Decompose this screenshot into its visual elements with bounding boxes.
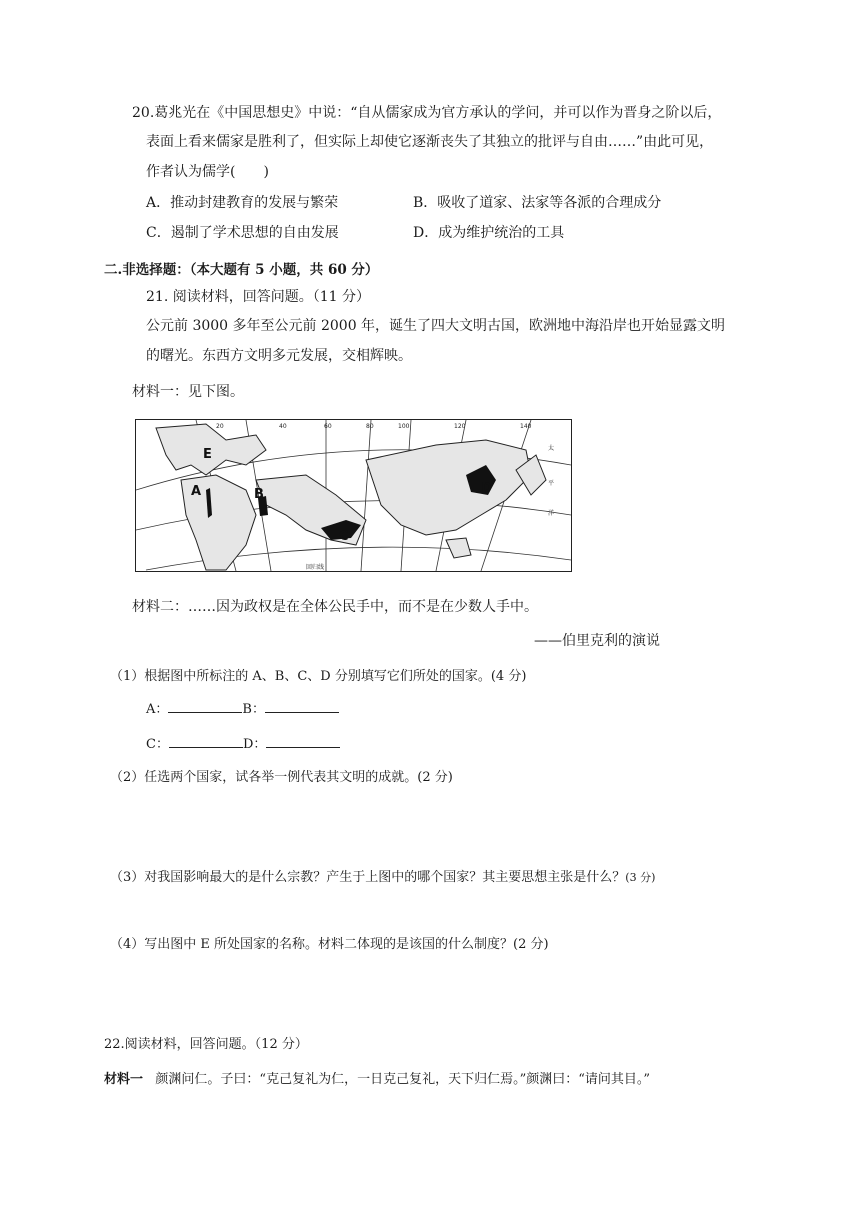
q20-stem-line2: 表面上看来儒家是胜利了，但实际上却使它逐渐丧失了其独立的批评与自由……”由此可见， <box>146 134 714 150</box>
q21-sub3-text: （3）对我国影响最大的是什么宗教？产生于上图中的哪个国家？其主要思想主张是什么？ <box>110 870 626 885</box>
blank-a-label: A： <box>146 702 169 717</box>
blank-d-label: D： <box>242 737 267 752</box>
blank-b-label: B： <box>242 702 265 717</box>
map-longitude-120: 120 <box>454 423 466 430</box>
map-label-a: A <box>191 484 202 499</box>
map-longitude-100: 100 <box>398 423 410 430</box>
q21-sub1: （1）根据图中所标注的 A、B、C、D 分别填写它们所处的国家。(4 分) <box>110 669 527 684</box>
blank-b-line[interactable] <box>265 700 339 713</box>
material-two-source: ——伯里克利的演说 <box>534 633 660 649</box>
q20-option-c[interactable]: C．遏制了学术思想的自由发展 <box>146 225 339 241</box>
civilizations-map <box>135 419 572 572</box>
q21-sub4: （4）写出图中 E 所处国家的名称。材料二体现的是该国的什么制度？(2 分) <box>110 937 549 952</box>
map-label-e: E <box>203 447 212 462</box>
blank-a-line[interactable] <box>168 700 242 713</box>
map-ocean-1: 太 <box>548 445 555 452</box>
map-longitude-40: 40 <box>279 423 287 430</box>
map-longitude-140: 140 <box>520 423 532 430</box>
map-label-c: C <box>339 529 349 544</box>
map-label-b: B <box>254 487 264 502</box>
q21-sub3 <box>110 866 655 885</box>
q22-material-label: 材料一 <box>104 1072 144 1087</box>
map-label-d: D <box>481 481 492 496</box>
blank-c-label: C： <box>146 737 169 752</box>
q21-sub2: （2）任选两个国家，试各举一例代表其文明的成就。(2 分) <box>110 770 453 785</box>
blank-row-cd <box>146 733 340 752</box>
blank-c-line[interactable] <box>169 735 243 748</box>
blank-d-line[interactable] <box>266 735 340 748</box>
q21-title: 21. 阅读材料，回答问题。（11 分） <box>146 289 370 305</box>
material-one-label: 材料一：见下图。 <box>132 384 244 400</box>
q22-material-text: 颜渊问仁。子曰：“克己复礼为仁，一日克己复礼，天下归仁焉。”颜渊曰：“请问其目。” <box>155 1072 651 1087</box>
map-ocean-2: 平 <box>548 480 555 487</box>
q20-stem-line1: 20.葛兆光在《中国思想史》中说：“自从儒家成为官方承认的学问，并可以作为晋身之阶以后， <box>132 105 722 121</box>
q21-intro-line1: 公元前 3000 多年至公元前 2000 年，诞生了四大文明古国，欧洲地中海沿岸也开始显露文明 <box>146 318 726 334</box>
material-two: 材料二：……因为政权是在全体公民手中，而不是在少数人手中。 <box>132 599 538 615</box>
section-heading: 二.非选择题：（本大题有 5 小题，共 60 分） <box>104 262 379 278</box>
q21-sub3-score: (3 分) <box>625 871 656 884</box>
q21-intro-line2: 的曙光。东西方文明多元发展，交相辉映。 <box>146 348 412 364</box>
blank-row-ab <box>146 698 339 717</box>
q20-stem-line3: 作者认为儒学( ) <box>146 164 269 180</box>
q20-option-b[interactable]: B．吸收了道家、法家等各派的合理成分 <box>413 195 662 211</box>
map-longitude-20: 20 <box>216 423 224 430</box>
map-tropic-label: 回归线 <box>306 564 325 571</box>
q22-title: 22.阅读材料，回答问题。（12 分） <box>104 1037 308 1052</box>
map-longitude-80: 80 <box>366 423 374 430</box>
q22-material-one <box>104 1068 650 1087</box>
map-longitude-60: 60 <box>324 423 332 430</box>
q20-option-a[interactable]: A．推动封建教育的发展与繁荣 <box>146 195 339 211</box>
map-ocean-3: 洋 <box>548 510 555 517</box>
q20-option-d[interactable]: D．成为维护统治的工具 <box>413 225 565 241</box>
